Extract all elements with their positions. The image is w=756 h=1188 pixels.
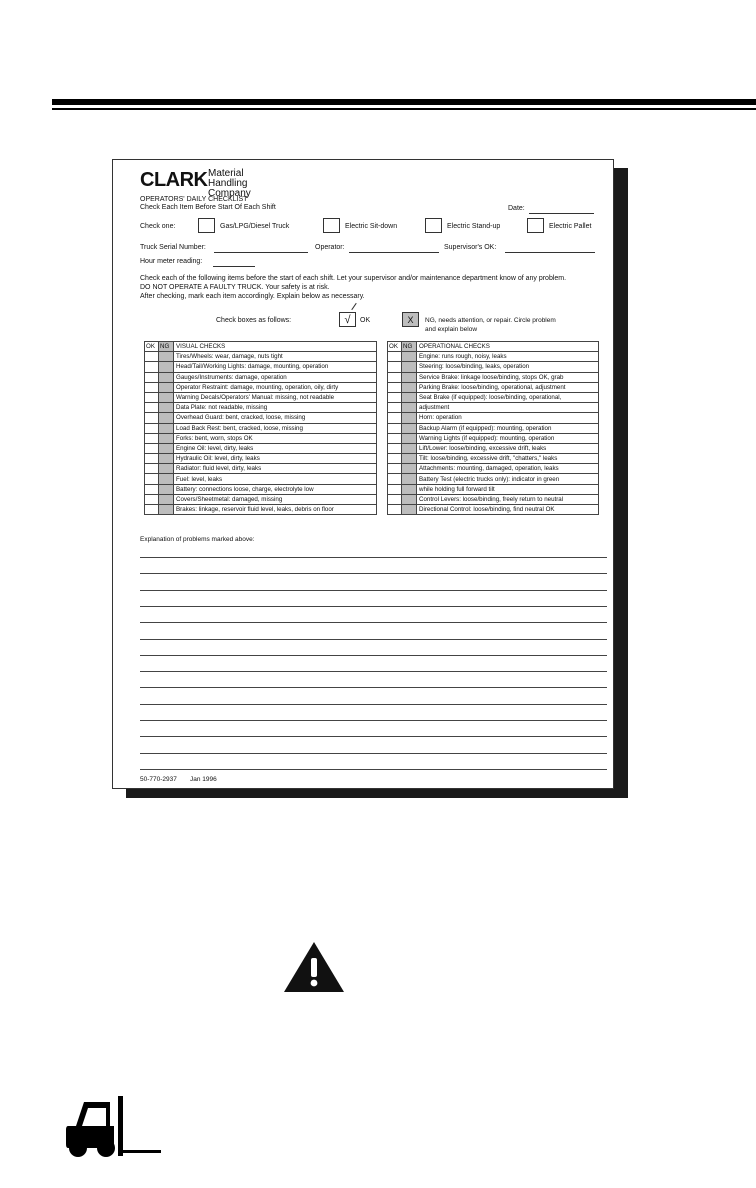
- operational-header: OPERATIONAL CHECKS: [417, 342, 599, 352]
- truck-type-checkbox-gas[interactable]: [198, 218, 215, 233]
- operational-ng-checkbox[interactable]: [402, 392, 417, 402]
- explanation-line[interactable]: [140, 655, 607, 656]
- visual-item-label: Gauges/Instruments: damage, operation: [174, 372, 377, 382]
- visual-ok-checkbox[interactable]: [145, 403, 159, 413]
- operational-row: [388, 352, 599, 362]
- visual-item-label: Operator Restraint: damage, mounting, operation, oily, dirty: [174, 382, 377, 392]
- top-rule-thick: [52, 99, 756, 105]
- visual-ng-checkbox[interactable]: [159, 454, 174, 464]
- operational-row: [388, 443, 599, 453]
- visual-row: [145, 494, 377, 504]
- visual-ng-checkbox[interactable]: [159, 372, 174, 382]
- visual-ng-checkbox[interactable]: [159, 392, 174, 402]
- visual-row: [145, 352, 377, 362]
- operational-item-label: Lift/Lower: loose/binding, excessive drift, leaks: [417, 443, 599, 453]
- explanation-line[interactable]: [140, 704, 607, 705]
- explanation-line[interactable]: [140, 590, 607, 591]
- operational-row: [388, 454, 599, 464]
- visual-ng-checkbox[interactable]: [159, 505, 174, 515]
- visual-ok-checkbox[interactable]: [145, 505, 159, 515]
- supervisor-label: Supervisor's OK:: [444, 244, 497, 251]
- operational-ng-checkbox[interactable]: [402, 372, 417, 382]
- visual-ng-checkbox[interactable]: [159, 413, 174, 423]
- visual-ok-checkbox[interactable]: [145, 454, 159, 464]
- explanation-line[interactable]: [140, 573, 607, 574]
- visual-item-label: Covers/Sheetmetal: damaged, missing: [174, 494, 377, 504]
- visual-item-label: Hydraulic Oil: level, dirty, leaks: [174, 454, 377, 464]
- visual-row: [145, 372, 377, 382]
- operator-field[interactable]: [349, 252, 439, 253]
- operational-ok-checkbox[interactable]: [388, 433, 402, 443]
- operational-item-label: Service Brake: linkage loose/binding, stops OK, grab: [417, 372, 599, 382]
- truck-type-label-pallet: Electric Pallet: [549, 223, 592, 230]
- operational-item-label: Parking Brake: loose/binding, operational, adjustment: [417, 382, 599, 392]
- operational-row: [388, 403, 599, 413]
- operational-row: [388, 494, 599, 504]
- operational-ok-checkbox[interactable]: [388, 352, 402, 362]
- instruction-line-2: DO NOT OPERATE A FAULTY TRUCK. Your safety is at risk.: [140, 284, 330, 291]
- instruction-line-1: Check each of the following items before the start of each shift. Let your supervisor and/or maintenance department know of any problem.: [140, 275, 567, 282]
- operational-ok-checkbox[interactable]: [388, 464, 402, 474]
- form-title: OPERATORS' DAILY CHECKLIST: [140, 196, 248, 203]
- hour-meter-label: Hour meter reading:: [140, 258, 203, 265]
- operational-item-label: Horn: operation: [417, 413, 599, 423]
- visual-ok-checkbox[interactable]: [145, 494, 159, 504]
- truck-type-label-sitdown: Electric Sit-down: [345, 223, 398, 230]
- visual-ok-checkbox[interactable]: [145, 413, 159, 423]
- visual-item-label: Warning Decals/Operators' Manual: missing, not readable: [174, 392, 377, 402]
- check-one-label: Check one:: [140, 223, 176, 230]
- visual-item-label: Engine Oil: level, dirty, leaks: [174, 443, 377, 453]
- visual-row: [145, 392, 377, 402]
- visual-row: [145, 433, 377, 443]
- operational-ng-checkbox[interactable]: [402, 505, 417, 515]
- operational-item-label: Engine: runs rough, noisy, leaks: [417, 352, 599, 362]
- operational-row: [388, 362, 599, 372]
- operational-ok-checkbox[interactable]: [388, 484, 402, 494]
- visual-ng-checkbox[interactable]: [159, 403, 174, 413]
- operational-ok-checkbox[interactable]: [388, 362, 402, 372]
- date-label: Date:: [508, 205, 525, 212]
- visual-header: VISUAL CHECKS: [174, 342, 377, 352]
- visual-checks-table: [144, 341, 377, 515]
- visual-ng-checkbox[interactable]: [159, 423, 174, 433]
- visual-col-ng: NG: [159, 342, 174, 352]
- visual-row: [145, 454, 377, 464]
- visual-item-label: Fuel: level, leaks: [174, 474, 377, 484]
- legend-ng-label-2: and explain below: [425, 326, 478, 333]
- operational-ok-checkbox[interactable]: [388, 403, 402, 413]
- visual-item-label: Battery: connections loose, charge, electrolyte low: [174, 484, 377, 494]
- operational-ng-checkbox[interactable]: [402, 433, 417, 443]
- operational-col-ok: OK: [388, 342, 402, 352]
- operational-ng-checkbox[interactable]: [402, 413, 417, 423]
- legend-ok-tick: [351, 303, 356, 310]
- operational-ok-checkbox[interactable]: [388, 443, 402, 453]
- logo-wordmark: CLARK: [140, 169, 208, 191]
- operational-row: [388, 382, 599, 392]
- visual-ok-checkbox[interactable]: [145, 362, 159, 372]
- operational-row: [388, 423, 599, 433]
- operational-item-label: Attachments: mounting, damaged, operation, leaks: [417, 464, 599, 474]
- operational-row: [388, 433, 599, 443]
- operational-row: [388, 474, 599, 484]
- operational-row: [388, 505, 599, 515]
- company-name: Material Handling Company: [208, 168, 251, 199]
- visual-ng-checkbox[interactable]: [159, 474, 174, 484]
- explanation-line[interactable]: [140, 557, 607, 558]
- truck-type-label-gas: Gas/LPG/Diesel Truck: [220, 223, 290, 230]
- visual-row: [145, 382, 377, 392]
- operational-ok-checkbox[interactable]: [388, 413, 402, 423]
- visual-ok-checkbox[interactable]: [145, 372, 159, 382]
- legend-ok-label: OK: [360, 317, 371, 324]
- operational-ok-checkbox[interactable]: [388, 474, 402, 484]
- hour-meter-field[interactable]: [213, 266, 255, 267]
- explanation-line[interactable]: [140, 639, 607, 640]
- visual-ok-checkbox[interactable]: [145, 423, 159, 433]
- visual-ng-checkbox[interactable]: [159, 352, 174, 362]
- visual-ng-checkbox[interactable]: [159, 433, 174, 443]
- operational-ng-checkbox[interactable]: [402, 464, 417, 474]
- operational-item-label: Directional Control: loose/binding, find neutral OK: [417, 505, 599, 515]
- explanation-line[interactable]: [140, 736, 607, 737]
- operator-label: Operator:: [315, 244, 345, 251]
- visual-row: [145, 423, 377, 433]
- visual-row: [145, 403, 377, 413]
- explanation-line[interactable]: [140, 671, 607, 672]
- forklift-icon: [66, 1096, 162, 1160]
- operational-ng-checkbox[interactable]: [402, 494, 417, 504]
- visual-ok-checkbox[interactable]: [145, 474, 159, 484]
- operational-row: [388, 484, 599, 494]
- truck-type-checkbox-sitdown[interactable]: [323, 218, 340, 233]
- supervisor-field[interactable]: [505, 252, 595, 253]
- daily-checklist-form: [112, 159, 614, 789]
- visual-item-label: Overhead Guard: bent, cracked, loose, missing: [174, 413, 377, 423]
- visual-row: [145, 443, 377, 453]
- visual-row: [145, 474, 377, 484]
- operational-checks-table: [387, 341, 599, 515]
- warning-icon: [283, 941, 345, 993]
- truck-type-label-standup: Electric Stand-up: [447, 223, 501, 230]
- operational-ok-checkbox[interactable]: [388, 392, 402, 402]
- visual-row: [145, 505, 377, 515]
- operational-ng-checkbox[interactable]: [402, 382, 417, 392]
- legend-ok-box: √: [339, 312, 356, 327]
- operational-item-label: Control Levers: loose/binding, freely return to neutral: [417, 494, 599, 504]
- visual-ok-checkbox[interactable]: [145, 433, 159, 443]
- visual-ok-checkbox[interactable]: [145, 392, 159, 402]
- visual-item-label: Tires/Wheels: wear, damage, nuts tight: [174, 352, 377, 362]
- operational-item-label: Warning Lights (if equipped): mounting, operation: [417, 433, 599, 443]
- footer-code: 50-770-2937: [140, 776, 177, 783]
- visual-row: [145, 464, 377, 474]
- visual-item-label: Load Back Rest: bent, cracked, loose, missing: [174, 423, 377, 433]
- visual-ok-checkbox[interactable]: [145, 484, 159, 494]
- serial-label: Truck Serial Number:: [140, 244, 206, 251]
- operational-ng-checkbox[interactable]: [402, 474, 417, 484]
- explanation-line[interactable]: [140, 687, 607, 688]
- visual-item-label: Data Plate: not readable, missing: [174, 403, 377, 413]
- operational-ng-checkbox[interactable]: [402, 484, 417, 494]
- visual-item-label: Brakes: linkage, reservoir fluid level, leaks, debris on floor: [174, 505, 377, 515]
- operational-ok-checkbox[interactable]: [388, 372, 402, 382]
- visual-col-ok: OK: [145, 342, 159, 352]
- date-field[interactable]: [529, 213, 594, 214]
- visual-ok-checkbox[interactable]: [145, 382, 159, 392]
- serial-field[interactable]: [214, 252, 308, 253]
- operational-item-label: Tilt: loose/binding, excessive drift, "chatters," leaks: [417, 454, 599, 464]
- operational-row: [388, 392, 599, 402]
- explanation-line[interactable]: [140, 720, 607, 721]
- operational-item-label: while holding full forward tilt: [417, 484, 599, 494]
- form-subtitle: Check Each Item Before Start Of Each Shift: [140, 204, 276, 211]
- operational-item-label: Backup Alarm (if equipped): mounting, operation: [417, 423, 599, 433]
- truck-type-checkbox-standup[interactable]: [425, 218, 442, 233]
- operational-ok-checkbox[interactable]: [388, 505, 402, 515]
- visual-ng-checkbox[interactable]: [159, 382, 174, 392]
- operational-ng-checkbox[interactable]: [402, 423, 417, 433]
- legend-ng-label-1: NG, needs attention, or repair. Circle problem: [425, 317, 556, 324]
- visual-ng-checkbox[interactable]: [159, 443, 174, 453]
- operational-ok-checkbox[interactable]: [388, 494, 402, 504]
- operational-ok-checkbox[interactable]: [388, 382, 402, 392]
- operational-row: [388, 413, 599, 423]
- visual-row: [145, 484, 377, 494]
- legend-label: Check boxes as follows:: [216, 317, 292, 324]
- visual-row: [145, 362, 377, 372]
- visual-ng-checkbox[interactable]: [159, 362, 174, 372]
- truck-type-checkbox-pallet[interactable]: [527, 218, 544, 233]
- visual-ng-checkbox[interactable]: [159, 484, 174, 494]
- explanation-line[interactable]: [140, 606, 607, 607]
- operational-item-label: adjustment: [417, 403, 599, 413]
- operational-item-label: Battery Test (electric trucks only): indicator in green: [417, 474, 599, 484]
- visual-ok-checkbox[interactable]: [145, 464, 159, 474]
- visual-item-label: Head/Tail/Working Lights: damage, mounting, operation: [174, 362, 377, 372]
- operational-ng-checkbox[interactable]: [402, 362, 417, 372]
- operational-ng-checkbox[interactable]: [402, 454, 417, 464]
- operational-ng-checkbox[interactable]: [402, 443, 417, 453]
- operational-row: [388, 372, 599, 382]
- top-rule-thin: [52, 108, 756, 110]
- operational-ok-checkbox[interactable]: [388, 423, 402, 433]
- instruction-line-3: After checking, mark each item accordingly. Explain below as necessary.: [140, 293, 365, 300]
- visual-item-label: Forks: bent, worn, stops OK: [174, 433, 377, 443]
- visual-item-label: Radiator: fluid level, dirty, leaks: [174, 464, 377, 474]
- visual-ok-checkbox[interactable]: [145, 352, 159, 362]
- explanation-line[interactable]: [140, 622, 607, 623]
- footer-date: Jan 1996: [190, 776, 217, 783]
- visual-row: [145, 413, 377, 423]
- operational-item-label: Seat Brake (if equipped): loose/binding, operational,: [417, 392, 599, 402]
- operational-item-label: Steering: loose/binding, leaks, operation: [417, 362, 599, 372]
- operational-col-ng: NG: [402, 342, 417, 352]
- visual-ng-checkbox[interactable]: [159, 464, 174, 474]
- explanation-label: Explanation of problems marked above:: [140, 536, 255, 543]
- explanation-line[interactable]: [140, 753, 607, 754]
- explanation-line[interactable]: [140, 769, 607, 770]
- operational-ok-checkbox[interactable]: [388, 454, 402, 464]
- visual-ng-checkbox[interactable]: [159, 494, 174, 504]
- operational-ng-checkbox[interactable]: [402, 352, 417, 362]
- legend-ng-box: X: [402, 312, 419, 327]
- operational-ng-checkbox[interactable]: [402, 403, 417, 413]
- operational-row: [388, 464, 599, 474]
- visual-ok-checkbox[interactable]: [145, 443, 159, 453]
